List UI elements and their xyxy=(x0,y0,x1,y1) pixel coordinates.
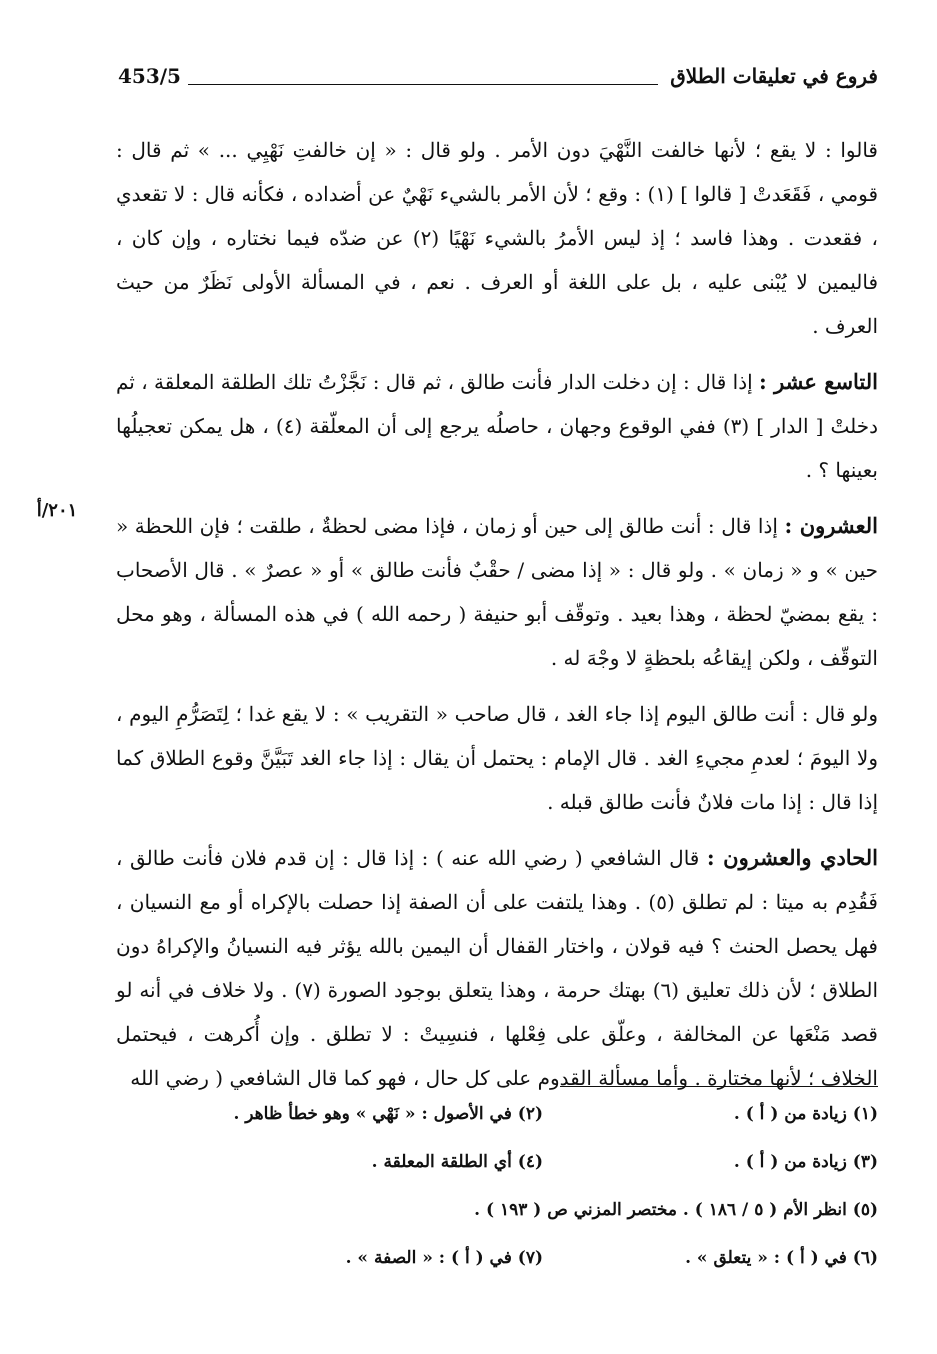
paragraph-heading: العشرون : xyxy=(784,513,878,538)
footnote-row xyxy=(116,1104,878,1152)
footnote: (٧) في ( أ ) : « الصفة » . xyxy=(345,1248,543,1268)
footnote: (٢) في الأصول : « نَهْي » وهو خطأ ظاهر . xyxy=(233,1104,543,1124)
paragraph-heading: الحادي والعشرون : xyxy=(706,845,878,870)
paragraph-text: ولو قال : أنت طالق اليوم إذا جاء الغد ، قال صاحب « التقريب » : لا يقع غدا ؛ لِتَصَرُّمِ اليوم ، ولا اليومَ ؛ لعدمِ مجيءِ الغد . قال الإمام : يحتمل أن يقال : إذا جاء الغد تَبَيَّنَّ وقوع الطلاق كما إذا قال : إذا مات فلانٌ فأنت طالق قبله . xyxy=(116,702,878,814)
running-header xyxy=(118,60,878,94)
paragraph-heading: التاسع عشر : xyxy=(759,369,879,394)
paragraph-text: إذا قال : أنت طالق إلى حين أو زمان ، فإذا مضى لحظةٌ ، طلقت ؛ فإن اللحظة « حين » و « زمان » . ولو قال : « إذا مضى / حقْبٌ فأنت طالق » أو « عصرٌ » . قال الأصحاب : يقع بمضيّ لحظة ، وهذا بعيد . وتوقّف أبو حنيفة ( رحمه الله ) في هذه المسألة ، وهو محل التوقّف ، ولكن إيقاعُه بلحظةٍ لا وجْهَ له . xyxy=(116,514,878,670)
footnote: (٦) في ( أ ) : « يتعلق » . xyxy=(685,1248,878,1268)
paragraph-text: إذا قال : إن دخلت الدار فأنت طالق ، ثم قال : نَجَّزْتُ تلك الطلقة المعلقة ، ثم دخلتْ [ الدار ] (٣) ففي الوقوع وجهان ، حاصلُه يرجع إلى أن المعلّقة (٤) ، هل يمكن تعجيلُها بعينها ؟ . xyxy=(116,370,878,482)
footnotes xyxy=(116,1104,878,1296)
footnote: (١) زيادة من ( أ ) . xyxy=(733,1104,878,1124)
footnote: (٤) أي الطلقة المعلقة . xyxy=(371,1152,543,1172)
paragraph-text: قالوا : لا يقع ؛ لأنها خالفت النَّهْيَ دون الأمر . ولو قال : « إن خالفتِ نَهْيِي ... » ثم قال : قومي ، فَقَعَدتْ [ قالوا ] (١) : وقع ؛ لأن الأمر بالشيء نَهْيٌ عن أضداده ، فكأنه قال : لا تقعدي ، فقعدت . وهذا فاسد ؛ إذ ليس الأمرُ بالشيء نَهْيًا (٢) عن ضدّه فيما نختاره ، وإن كان ، فاليمين لا يُبْنى عليه ، بل على اللغة أو العرف . نعم ، في المسألة الأولى نَظَرٌ من حيث العرف . xyxy=(116,138,878,338)
footnote-row xyxy=(116,1152,878,1200)
footnote: (٥) انظر الأم ( ٥ / ١٨٦ ) . مختصر المزني ص ( ١٩٣ ) . xyxy=(474,1200,878,1220)
paragraph xyxy=(116,836,878,1100)
header-rule xyxy=(188,84,658,85)
footnote-separator xyxy=(560,1086,878,1087)
manuscript-folio-marker: ٢٠١/أ xyxy=(36,500,78,521)
paragraph xyxy=(116,360,878,492)
paragraph-text: قال الشافعي ( رضي الله عنه ) : إذا قال : إن قدم فلان فأنت طالق ، فَقُدِم به ميتا : لم تطلق (٥) . وهذا يلتفت على أن الصفة إذا حصلت بالإكراه أو مع النسيان ، فهل يحصل الحنث ؟ فيه قولان ، واختار القفال أن اليمين بالله يؤثر فيه النسيانُ والإكراهُ دون الطلاق ؛ لأن ذلك تعليق (٦) بهتك حرمة ، وهذا يتعلق بوجود الصورة (٧) . ولا خلاف في أنه لو قصد مَنْعَها عن المخالفة ، وعلّق على فِعْلها ، فنسِيتْ : لا تطلق . وإن أُكرهت ، فيحتمل الخلاف ؛ لأنها مختارة . وأما مسألة القدوم على كل حال ، فهو كما قال الشافعي ( رضي الله xyxy=(116,846,878,1090)
paragraph xyxy=(116,504,878,680)
header-title: فروع في تعليقات الطلاق xyxy=(670,64,878,88)
main-text xyxy=(116,128,878,1112)
footnote: (٣) زيادة من ( أ ) . xyxy=(733,1152,878,1172)
footnote-row xyxy=(116,1248,878,1296)
footnote-row xyxy=(116,1200,878,1248)
paragraph xyxy=(116,692,878,824)
page-number: 453/5 xyxy=(118,64,181,88)
paragraph xyxy=(116,128,878,348)
